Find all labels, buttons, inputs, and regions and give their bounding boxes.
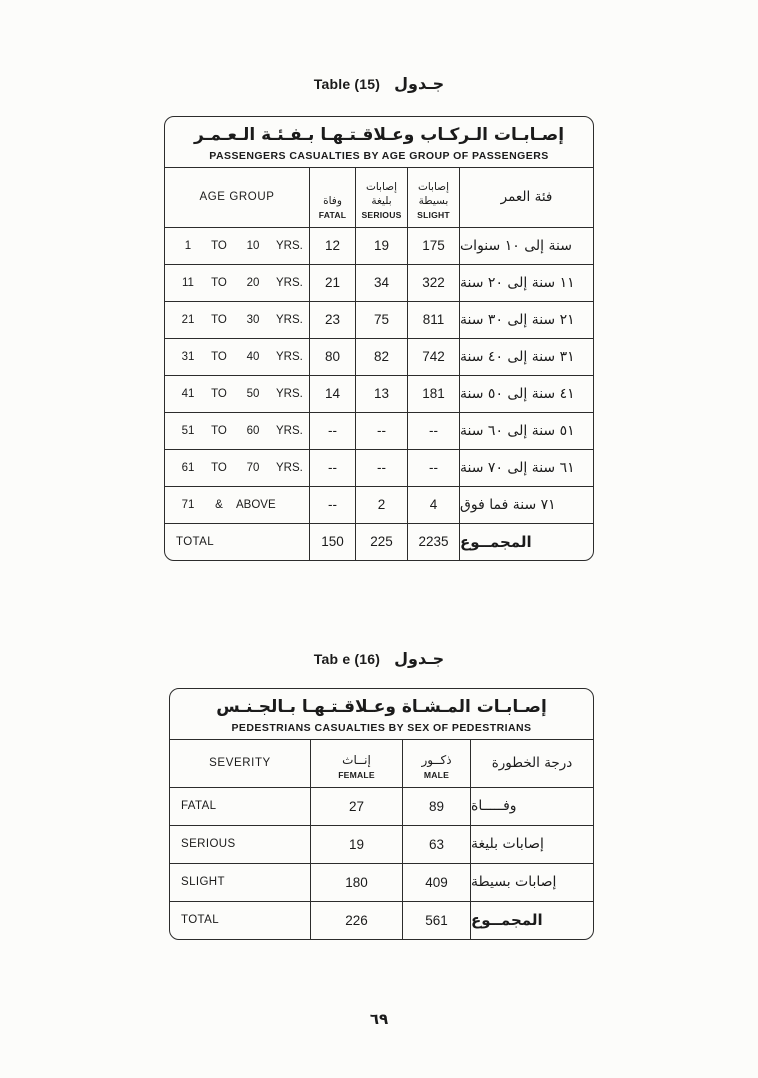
header-fatal-arabic: وفاة <box>323 194 342 207</box>
age-arabic-cell: ١١ سنة إلى ٢٠ سنة <box>460 264 593 301</box>
header-serious-arabic-2: بليغة <box>371 194 392 207</box>
header-severity: SEVERITY <box>170 739 311 787</box>
slight-value-cell: -- <box>408 449 460 486</box>
table16-title-arabic: إصـابـات المـشـاة وعـلاقـتـهـا بـالجـنـس <box>216 697 547 717</box>
total-label-cell: TOTAL <box>170 901 311 939</box>
slight-total-cell: 2235 <box>408 523 460 560</box>
slight-value-cell: 811 <box>408 301 460 338</box>
age-range-cell: 41 TO 50 YRS. <box>165 375 310 412</box>
severity-arabic-cell: وفـــــاة <box>471 787 593 825</box>
slight-value-cell: 322 <box>408 264 460 301</box>
table15-caption-arabic: جـدول <box>394 74 445 93</box>
fatal-total-cell: 150 <box>310 523 356 560</box>
serious-value-cell: -- <box>356 412 408 449</box>
severity-arabic-cell: إصابات بسيطة <box>471 863 593 901</box>
header-age-group-arabic: فئة العمر <box>460 167 593 227</box>
header-female <box>311 739 403 787</box>
header-male-english: MALE <box>423 769 450 780</box>
female-value-cell: 27 <box>311 787 403 825</box>
male-total-cell: 561 <box>403 901 471 939</box>
table-row <box>165 338 593 375</box>
table16 <box>169 688 594 940</box>
fatal-value-cell: -- <box>310 412 356 449</box>
table15 <box>164 116 594 561</box>
fatal-value-cell: 80 <box>310 338 356 375</box>
header-severity-arabic: درجة الخطورة <box>471 739 593 787</box>
header-slight-english: SLIGHT <box>417 209 450 220</box>
slight-value-cell: 181 <box>408 375 460 412</box>
header-female-arabic: إنــاث <box>342 752 371 767</box>
age-arabic-cell: ٤١ سنة إلى ٥٠ سنة <box>460 375 593 412</box>
table-row <box>170 825 593 863</box>
table15-caption-latin: Table (15) <box>313 76 381 92</box>
female-value-cell: 180 <box>311 863 403 901</box>
table15-header-row <box>165 167 593 227</box>
total-arabic-cell: المجمــوع <box>460 523 593 560</box>
severity-cell: SLIGHT <box>170 863 311 901</box>
total-row <box>165 523 593 560</box>
table16-title-english: PEDESTRIANS CASUALTIES BY SEX OF PEDESTRIANS <box>231 721 532 734</box>
slight-value-cell: -- <box>408 412 460 449</box>
age-range-cell: 11 TO 20 YRS. <box>165 264 310 301</box>
slight-value-cell: 175 <box>408 227 460 264</box>
severity-cell: FATAL <box>170 787 311 825</box>
fatal-value-cell: 14 <box>310 375 356 412</box>
header-serious-english: SERIOUS <box>361 209 402 220</box>
total-label-cell: TOTAL <box>165 523 310 560</box>
age-arabic-cell: ٢١ سنة إلى ٣٠ سنة <box>460 301 593 338</box>
serious-value-cell: 2 <box>356 486 408 523</box>
table15-caption <box>0 74 758 93</box>
table-row <box>165 486 593 523</box>
age-range-cell: 61 TO 70 YRS. <box>165 449 310 486</box>
age-arabic-cell: ٧١ سنة فما فوق <box>460 486 593 523</box>
header-fatal <box>310 167 356 227</box>
table-row <box>165 412 593 449</box>
severity-arabic-cell: إصابات بليغة <box>471 825 593 863</box>
fatal-value-cell: 12 <box>310 227 356 264</box>
fatal-value-cell: 21 <box>310 264 356 301</box>
header-serious-arabic-1: إصابات <box>365 180 398 193</box>
age-arabic-cell: ٥١ سنة إلى ٦٠ سنة <box>460 412 593 449</box>
table16-title-block <box>170 689 593 739</box>
table-row <box>165 375 593 412</box>
age-arabic-cell: ٦١ سنة إلى ٧٠ سنة <box>460 449 593 486</box>
total-arabic-cell: المجمــوع <box>471 901 593 939</box>
fatal-value-cell: 23 <box>310 301 356 338</box>
age-range-cell: 21 TO 30 YRS. <box>165 301 310 338</box>
fatal-value-cell: -- <box>310 449 356 486</box>
male-value-cell: 89 <box>403 787 471 825</box>
table16-caption-latin: Tab e (16) <box>313 651 381 667</box>
header-slight-arabic-1: إصابات <box>417 180 450 193</box>
table-row <box>165 264 593 301</box>
page-number: ٦٩ <box>369 1010 389 1028</box>
fatal-value-cell: -- <box>310 486 356 523</box>
table15-title-arabic: إصـابـات الـركـاب وعـلاقـتـهـا بـفـئـة الـعـمـر <box>193 125 565 145</box>
header-fatal-english: FATAL <box>318 209 347 220</box>
header-age-group: AGE GROUP <box>165 167 310 227</box>
table-row <box>165 227 593 264</box>
serious-value-cell: -- <box>356 449 408 486</box>
slight-value-cell: 4 <box>408 486 460 523</box>
serious-value-cell: 75 <box>356 301 408 338</box>
male-value-cell: 409 <box>403 863 471 901</box>
header-male-arabic: ذكــور <box>421 752 452 767</box>
age-range-cell: 1 TO 10 YRS. <box>165 227 310 264</box>
age-range-cell: 31 TO 40 YRS. <box>165 338 310 375</box>
table15-title-english: PASSENGERS CASUALTIES BY AGE GROUP OF PASSENGERS <box>209 149 549 162</box>
table16-caption-arabic: جـدول <box>394 649 445 668</box>
table-row <box>165 301 593 338</box>
serious-value-cell: 13 <box>356 375 408 412</box>
table-row <box>170 787 593 825</box>
age-arabic-cell: سنة إلى ١٠ سنوات <box>460 227 593 264</box>
header-serious <box>356 167 408 227</box>
serious-value-cell: 19 <box>356 227 408 264</box>
header-slight-arabic-2: بسيطة <box>418 194 449 207</box>
table-row <box>165 449 593 486</box>
serious-value-cell: 34 <box>356 264 408 301</box>
header-slight <box>408 167 460 227</box>
table16-caption <box>0 649 758 668</box>
female-value-cell: 19 <box>311 825 403 863</box>
age-range-cell: 51 TO 60 YRS. <box>165 412 310 449</box>
age-range-cell: 71 & ABOVE <box>165 486 310 523</box>
serious-value-cell: 82 <box>356 338 408 375</box>
severity-cell: SERIOUS <box>170 825 311 863</box>
header-male <box>403 739 471 787</box>
male-value-cell: 63 <box>403 825 471 863</box>
slight-value-cell: 742 <box>408 338 460 375</box>
age-arabic-cell: ٣١ سنة إلى ٤٠ سنة <box>460 338 593 375</box>
table15-title-block <box>165 117 593 167</box>
female-total-cell: 226 <box>311 901 403 939</box>
header-female-english: FEMALE <box>338 769 375 780</box>
serious-total-cell: 225 <box>356 523 408 560</box>
table16-header-row <box>170 739 593 787</box>
total-row <box>170 901 593 939</box>
table-row <box>170 863 593 901</box>
